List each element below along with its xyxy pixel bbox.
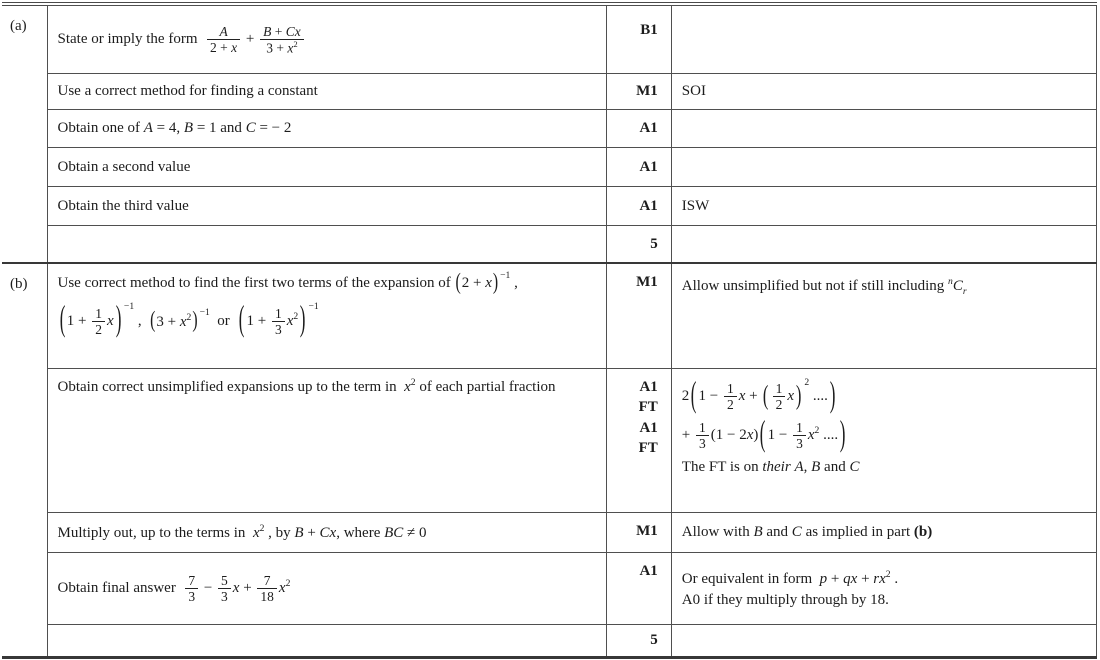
marks-cell: [606, 513, 671, 553]
part-a-label: [2, 6, 47, 263]
guidance-cell: [671, 263, 1096, 369]
answer-text: Obtain a second value: [57, 158, 191, 175]
mark-value: B1: [640, 22, 658, 38]
guidance-text: SOI: [681, 83, 706, 99]
marks-cell: [606, 553, 671, 625]
guidance-formula: 2 ( 1 − $\frac{1}{2}$ x + ( $\frac{1}{2}$ x ) 2 .... ): [681, 376, 836, 415]
marks-cell: [606, 110, 671, 148]
mark-scheme-sheet: [2, 2, 1097, 659]
guidance-cell: [671, 148, 1096, 187]
marks-cell: [606, 187, 671, 226]
answer-cell: [47, 226, 606, 263]
answer-text: Obtain correct unsimplified expansions up to the term in $x^2$ of each partial fraction: [57, 377, 556, 395]
mark-value: A1: [639, 120, 658, 137]
guidance-formula: + $\frac{1}{3}$ (1 − 2x) ( 1 − $\frac{1}{3}$ $x^2$ .... ): [681, 415, 846, 455]
table-row: [2, 110, 1097, 148]
marks-total-cell: [606, 226, 671, 263]
guidance-cell: [671, 369, 1096, 513]
marks-cell: [606, 74, 671, 110]
answer-cell: [47, 6, 606, 74]
marks-cell: [606, 263, 671, 369]
table-row: [2, 187, 1097, 226]
guidance-cell: [671, 226, 1096, 263]
answer-cell: [47, 110, 606, 148]
answer-cell: [47, 513, 606, 553]
table-row: [2, 369, 1097, 513]
marks-cell: [606, 6, 671, 74]
total-value: 5: [650, 235, 658, 252]
guidance-cell: [671, 625, 1096, 658]
mark-value: M1: [636, 83, 658, 100]
mark-value: M1: [636, 273, 658, 290]
part-b-label: [2, 263, 47, 658]
answer-text: Use a correct method for finding a constant: [57, 83, 318, 99]
guidance-cell: [671, 513, 1096, 553]
guidance-text: Or equivalent in form p + qx + $rx^2$ .: [681, 568, 899, 587]
mark-scheme-table: [2, 5, 1097, 659]
answer-cell: [47, 187, 606, 226]
guidance-text: Allow unsimplified but not if still including $^nC_r$: [681, 275, 967, 297]
answer-formula: ( 1 + $\frac{1}{2}$ x ) −1 , ( $3 + x^2$ ) −1 or ( 1 + $\frac{1}{3}$ $x^2$ ) −1: [59, 301, 319, 340]
marks-cell: [606, 148, 671, 187]
answer-cell: [47, 625, 606, 658]
answer-cell: [47, 263, 606, 369]
guidance-text: A0 if they multiply through by 18.: [681, 591, 889, 608]
answer-text: Obtain the third value: [57, 197, 189, 214]
mark-value: A1: [639, 158, 658, 175]
table-row: [2, 74, 1097, 110]
answer-cell: [47, 553, 606, 625]
answer-text: Multiply out, up to the terms in $x^2$ , by B + Cx, where BC ≠ 0: [57, 523, 427, 541]
answer-cell: [47, 74, 606, 110]
marks-cell: [606, 369, 671, 513]
table-row: [2, 148, 1097, 187]
marks-total-cell: [606, 625, 671, 658]
guidance-text: ISW: [681, 197, 710, 214]
top-rule: [2, 2, 1097, 3]
table-row: [2, 6, 1097, 74]
answer-text: State or imply the form $\frac{A}{2 + x}$ + $\frac{B + Cx}{3 + x^2}$: [58, 31, 306, 47]
answer-cell: [47, 369, 606, 513]
guidance-text: Allow with B and C as implied in part (b): [681, 524, 933, 540]
guidance-text: The FT is on their A, B and C: [681, 459, 860, 476]
totals-row: [2, 625, 1097, 658]
guidance-cell: [671, 74, 1096, 110]
guidance-cell: [671, 6, 1096, 74]
part-label: (a): [10, 18, 27, 34]
answer-text: Obtain one of A = 4, B = 1 and C = − 2: [57, 120, 292, 136]
mark-value: A1 FT: [638, 419, 658, 456]
mark-value: A1: [639, 197, 658, 214]
guidance-cell: [671, 187, 1096, 226]
table-row: [2, 513, 1097, 553]
totals-row: [2, 226, 1097, 263]
mark-value: M1: [636, 523, 658, 539]
answer-text: Use correct method to find the first two terms of the expansion of ( 2 + x ) −1 ,: [57, 269, 518, 296]
answer-formula: Obtain final answer $\frac{7}{3}$ − $\frac{5}{3}$ x + $\frac{7}{18}$ $x^2$: [57, 572, 291, 604]
table-row: [2, 553, 1097, 625]
guidance-cell: [671, 110, 1096, 148]
mark-value: A1 FT: [638, 379, 658, 416]
part-label: (b): [10, 275, 28, 292]
mark-value: A1: [639, 563, 658, 579]
answer-cell: [47, 148, 606, 187]
total-value: 5: [650, 632, 658, 649]
guidance-cell: [671, 553, 1096, 625]
table-row: [2, 263, 1097, 369]
